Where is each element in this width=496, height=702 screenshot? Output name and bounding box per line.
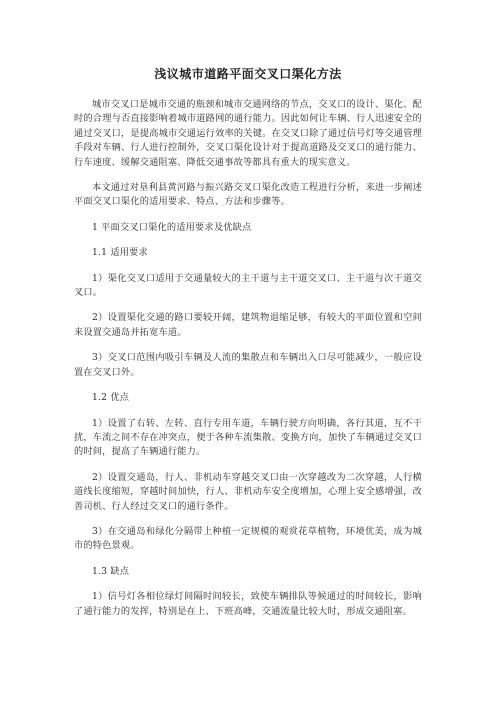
section-heading: 1 平面交叉口渠化的适用要求及优缺点 [92,221,252,233]
list-paragraph: 1）信号灯各相位绿灯间隔时间较长，致使车辆排队等候通过的时间较长，影响了通行能力的发挥，特别是在上、下班高峰，交通流量比较大时，形成交通阻塞。 [74,591,422,617]
list-paragraph: 2）设置渠化交通的路口要较开阔，建筑物退缩足够，有较大的平面位置和空间来设置交通岛并拓宽车道。 [74,312,422,338]
subsection-heading: 1.2 优点 [92,392,130,404]
subsection-heading: 1.3 缺点 [92,565,130,577]
list-paragraph: 1）渠化交叉口适用于交通量较大的主干道与主干道交叉口、主干道与次干道交叉口。 [74,272,422,299]
list-paragraph: 2）设置交通岛，行人、非机动车穿越交叉口由一次穿越改为二次穿越，人行横道线长度缩短，穿越时间加快，行人、非机动车安全度增加，心理上安全感增强，改善司机、行人经过交叉口的通行条件。 [74,471,422,512]
list-paragraph: 3）在交通岛和绿化分隔带上种植一定规模的观赏花草植物，环境优美，成为城市的特色景观。 [74,525,422,552]
intro-paragraph: 本文通过对垦利县黄河路与振兴路交叉口渠化改造工程进行分析，来进一步阐述平面交叉口渠化的适用要求、特点、方法和步骤等。 [74,182,422,208]
list-paragraph: 3）交叉口范围内吸引车辆及人流的集散点和车辆出入口尽可能减少，一般应设置在交叉口外。 [74,352,422,378]
list-paragraph: 1）设置了右转、左转、直行专用车道，车辆行驶方向明确，各行其道，互不干扰，车流之间不存在冲突点，便于各种车流集散、变换方向，加快了车辆通过交叉口的时间，提高了车辆通行能力。 [74,417,422,458]
subsection-heading: 1.1 适用要求 [92,247,148,259]
document-title: 浅议城市道路平面交叉口渠化方法 [154,67,342,81]
intro-paragraph: 城市交叉口是城市交通的瓶颈和城市交通网络的节点，交叉口的设计、渠化、配时的合理与否直接影响着城市道路网的通行能力。因此如何让车辆、行人迅速安全的通过交叉口，是提高城市交通运行效率的关键。在交叉口除了通过信号灯等交通管理手段对车辆、行人进行控制外，交叉口渠化设计对于提高道路及交叉口的通行能力、行车速度、缓解交通阻塞、降低交通事故等都具有重大的现实意义。 [74,99,422,168]
